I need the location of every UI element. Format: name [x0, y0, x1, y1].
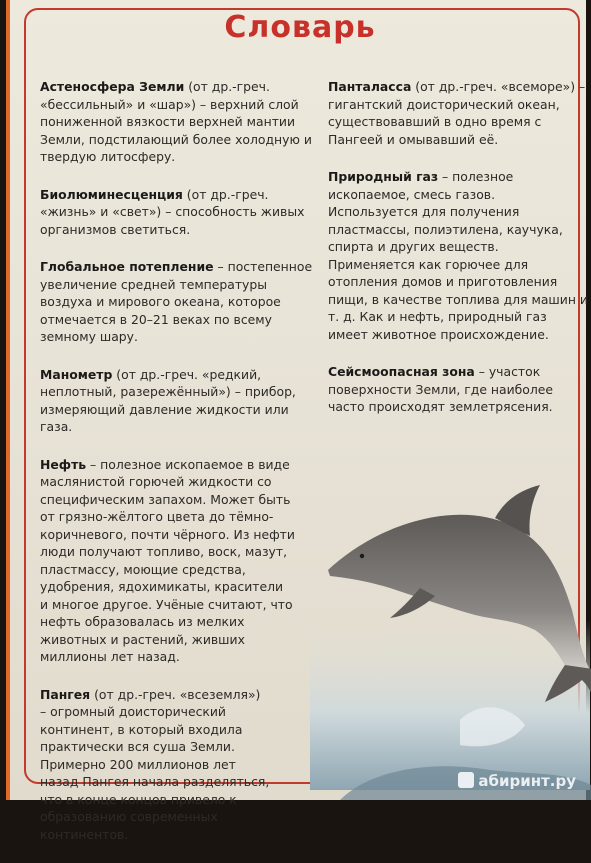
glossary-entry — [40, 186, 320, 239]
entry-term: Сейсмоопасная зона — [328, 364, 475, 379]
entry-term: Глобальное потепление — [40, 259, 214, 274]
glossary-entry — [40, 78, 320, 166]
entry-term: Биолюминесценция — [40, 186, 183, 202]
glossary-entry — [328, 168, 588, 343]
entry-term: Пангея — [40, 686, 91, 702]
watermark — [458, 772, 576, 790]
page-title: Словарь — [224, 10, 376, 45]
glossary-entry — [40, 686, 270, 844]
entry-definition: – полезное ископаемое в виде маслянистой горючей жидкости со специфическим запахом. Может быть от грязно-жёлтого цвета до тёмно-коричневого, почти чёрного. Из нефти люди получают топливо, воск, мазут, пластмассу, моющие средства, удобрения, ядохимикаты, красители и многое другое. Учёные считают, что нефть образовалась из мелких животных и растений, живших миллионы лет назад. — [40, 456, 295, 664]
labirint-logo-icon — [458, 772, 474, 788]
glossary-entry — [40, 366, 320, 436]
entry-definition: (от др.-греч. «жизнь» и «свет») – способность живых организмов светиться. — [40, 186, 305, 237]
left-column — [40, 78, 320, 863]
entry-definition: (от др.-греч. «всеземля») – огромный доисторический континент, в который входила практически вся суша Земли. Примерно 200 миллионов лет назад Пангея начала разделяться, что в конце концов привело к образованию современных континентов. — [40, 686, 270, 842]
entry-definition: – полезное ископаемое, смесь газов. Используется для получения пластмассы, полиэтилена, каучука, спирта и других веществ. Применяется как горючее для отопления домов и приготовления пищи, в качестве топлива для машин и т. д. Как и нефть, природный газ имеет животное происхождение. — [328, 169, 588, 342]
entry-definition: – постепенное увеличение средней температуры воздуха и мирового океана, которое отмечается в 20–21 веках по всему земному шару. — [40, 259, 313, 344]
entry-term: Панталасса — [328, 79, 412, 94]
glossary-entry — [328, 78, 588, 148]
glossary-entry — [40, 258, 320, 346]
book-page — [6, 0, 588, 842]
watermark-text: абиринт.ру — [478, 772, 576, 790]
dolphin-image — [310, 470, 590, 790]
glossary-entry — [328, 363, 588, 416]
right-column — [328, 78, 588, 436]
entry-definition: (от др.-греч. «редкий, неплотный, разережённый») – прибор, измеряющий давление жидкости или газа. — [40, 366, 296, 434]
entry-term: Манометр — [40, 366, 113, 382]
entry-term: Природный газ — [328, 169, 439, 184]
entry-term: Нефть — [40, 456, 87, 472]
entry-definition: – участок поверхности Земли, где наиболее часто происходят землетрясения. — [328, 364, 554, 414]
entry-definition: (от др.-греч. «бессильный» и «шар») – верхний слой пониженной вязкости верхней мантии Земли, подстилающий более холодную и твердую литосферу. — [40, 79, 312, 164]
glossary-entry — [40, 456, 295, 666]
entry-definition: (от др.-греч. «всеморе») – гигантский доисторический океан, существовавший в одно время с Пангеей и омывавший её. — [328, 79, 586, 147]
entry-term: Астеносфера Земли — [40, 79, 185, 94]
